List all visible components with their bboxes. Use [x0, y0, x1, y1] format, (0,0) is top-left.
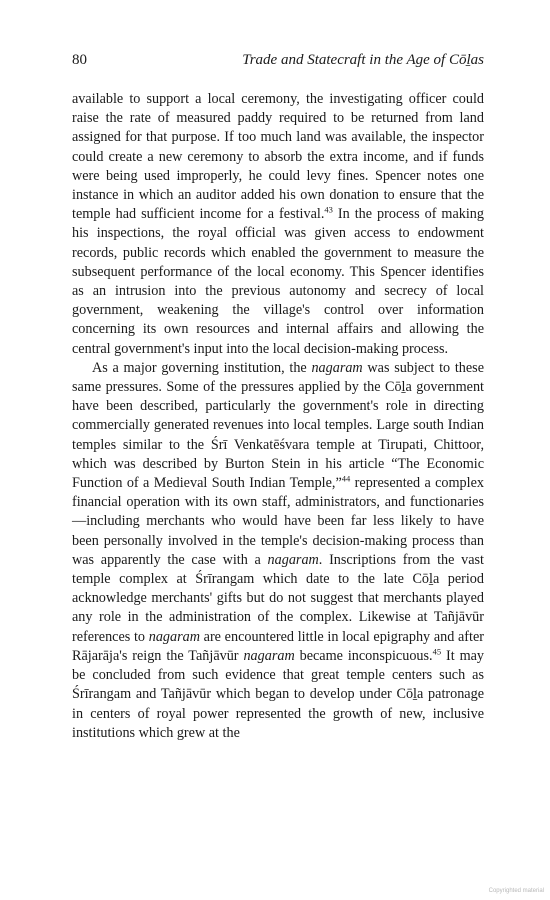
text-run: became inconspicuous. — [294, 647, 433, 664]
page-number: 80 — [72, 52, 87, 68]
text-run: represented a complex financial operation with its own staff, administrators, and functionaries—including merchants who would have been far less likely to have been personally involved in the temple's decision-making process than was apparently the case with a — [72, 475, 484, 568]
text-run: . Inscriptions from the vast temple complex at Śrīrangam which date to the late Cōḻa period acknowledge merchants' gifts but do not suggest that merchants played any role in the administration of the complex. Likewise at Tañjāvūr references to — [72, 551, 484, 645]
footnote-marker: 44 — [341, 473, 351, 484]
footnote-marker: 43 — [324, 204, 333, 215]
running-header — [72, 52, 484, 90]
copyright-watermark: Copyrighted material — [488, 888, 544, 894]
text-run: are encountered little in local epigraphy and after Rājarāja's reign the Tañjāvūr — [72, 628, 484, 664]
italic-term: nagaram — [148, 628, 200, 645]
paragraph — [72, 359, 484, 743]
italic-term: nagaram — [311, 359, 363, 376]
text-run: available to support a local ceremony, the investigating officer could raise the rate of measured paddy required to be returned from land assigned for that purpose. If too much land was available, the inspector could create a new ceremony to absorb the extra income, and if funds were being used improperly, he could levy fines. Spencer notes one instance in which an auditor added his own donation to ensure that the temple had sufficient income for a festival. — [72, 91, 484, 223]
italic-term: nagaram — [267, 551, 319, 568]
paragraph — [72, 90, 484, 359]
body-text — [72, 90, 484, 743]
footnote-marker: 45 — [432, 646, 442, 657]
text-run: It may be concluded from such evidence that great temple centers such as Śrīrangam and Tañjāvūr which began to develop under Cōḻa patronage in centers of royal power represented the growth of new, inclusive institutions which grew at the — [72, 647, 485, 741]
text-run: In the process of making his inspections, the royal official was given access to endowment records, public records which enabled the government to measure the subsequent performance of the local economy. This Spencer identifies as an intrusion into the previous autonomy and secrecy of local government, weakening the village's control over information concerning its own resources and internal affairs and allowing the central government's input into the local decision-making process. — [72, 206, 484, 357]
book-page — [72, 52, 484, 743]
italic-term: nagaram — [243, 647, 295, 664]
text-run: was subject to these same pressures. Some of the pressures applied by the Cōḻa government have been described, particularly the government's role in directing commercially generated revenues into local temples. Large south Indian temples similar to the Śrī Venkatēśvara temple at Tirupati, Chittoor, which was described by Burton Stein in his article “The Economic Function of a Medieval South Indian Temple,” — [72, 359, 485, 492]
running-title: Trade and Statecraft in the Age of Cōḻas — [242, 52, 484, 68]
text-run: As a major governing institution, the — [92, 359, 312, 376]
